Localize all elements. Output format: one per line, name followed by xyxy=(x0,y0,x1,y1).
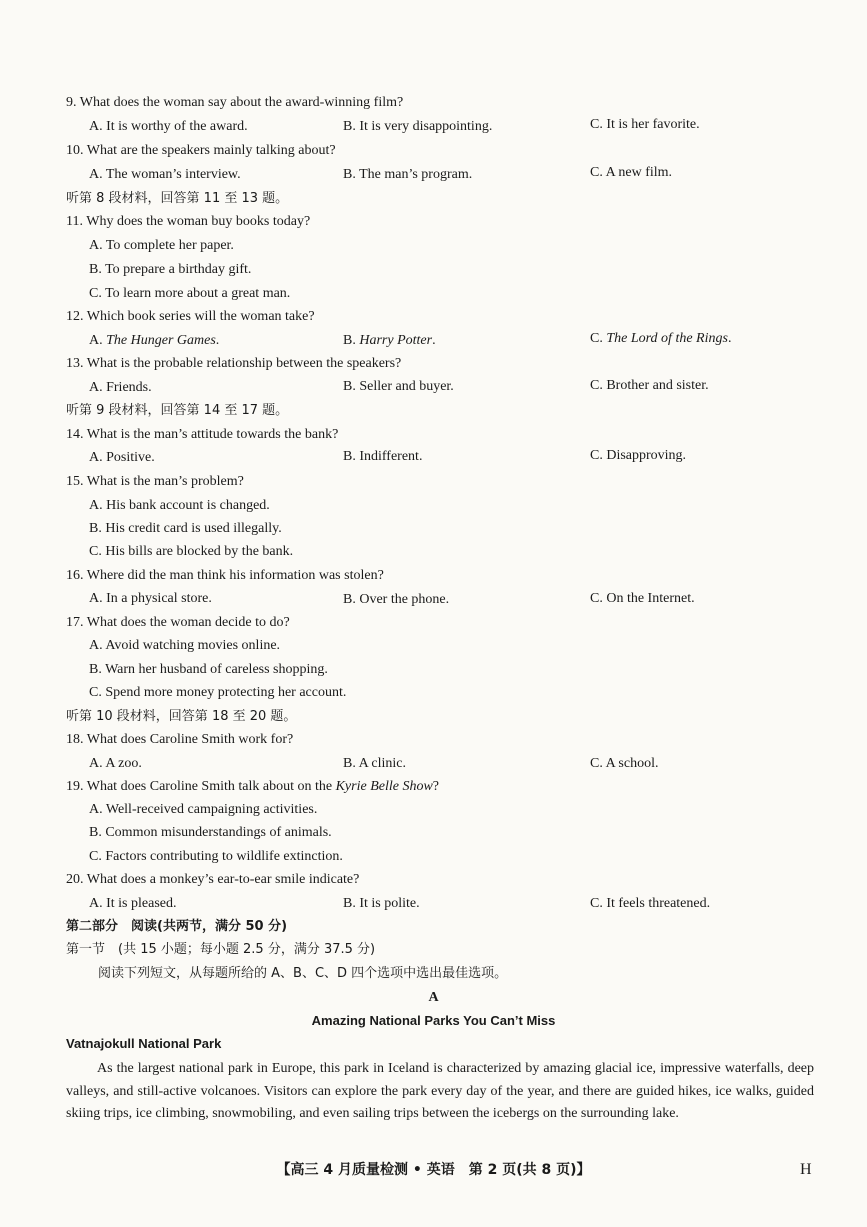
question-16: 16. Where did the man think his information was stolen? xyxy=(66,568,384,583)
option-13c: C. Brother and sister. xyxy=(590,378,709,393)
question-18: 18. What does Caroline Smith work for? xyxy=(66,732,294,747)
option-12a xyxy=(89,332,219,350)
option-17c: C. Spend more money protecting her account. xyxy=(89,685,347,700)
option-11c: C. To learn more about a great man. xyxy=(89,286,291,301)
option-13a: A. Friends. xyxy=(89,380,152,395)
question-12: 12. Which book series will the woman take? xyxy=(66,309,315,324)
option-10a: A. The woman’s interview. xyxy=(89,167,241,182)
option-14a: A. Positive. xyxy=(89,450,155,465)
option-11a: A. To complete her paper. xyxy=(89,238,234,253)
question-19-suffix: ? xyxy=(432,779,440,794)
option-15c: C. His bills are blocked by the bank. xyxy=(89,544,294,559)
option-11b: B. To prepare a birthday gift. xyxy=(89,262,252,277)
option-20b: B. It is polite. xyxy=(343,896,420,911)
option-12c-title: The Lord of the Rings xyxy=(606,331,728,346)
park-description: As the largest national park in Europe, this park in Iceland is characterized by amazing glacial ice, impressive waterfalls, deep valleys, and still-active volcanoes. Visitors can explore the park every day of the year, and there are guided hikes, ice walks, guided skiing trips, ice climbing, snowmobiling, and even sailing trips between the icebergs on the surrounding lake. xyxy=(66,1061,814,1121)
option-14b: B. Indifferent. xyxy=(343,449,423,464)
option-17b: B. Warn her husband of careless shopping. xyxy=(89,662,328,677)
option-16b: B. Over the phone. xyxy=(343,592,450,607)
question-13: 13. What is the probable relationship between the speakers? xyxy=(66,356,402,371)
option-10c: C. A new film. xyxy=(590,165,673,180)
option-12c xyxy=(590,330,731,348)
option-16a: A. In a physical store. xyxy=(89,591,212,606)
option-18a: A. A zoo. xyxy=(89,756,142,771)
section-heading-9: 听第 9 段材料，回答第 14 至 17 题。 xyxy=(66,403,289,418)
section-heading-8: 听第 8 段材料，回答第 11 至 13 题。 xyxy=(66,191,289,206)
option-12b-title: Harry Potter xyxy=(359,333,433,348)
question-15: 15. What is the man’s problem? xyxy=(66,474,244,489)
option-12b-suffix: . xyxy=(432,333,436,348)
paper-version-mark: H xyxy=(800,1161,812,1178)
page-footer: 【高三 4 月质量检测 • 英语 第 2 页(共 8 页)】 xyxy=(276,1162,591,1178)
option-19a: A. Well-received campaigning activities. xyxy=(89,802,318,817)
option-18c: C. A school. xyxy=(590,756,659,771)
option-10b: B. The man’s program. xyxy=(343,167,473,182)
option-16c: C. On the Internet. xyxy=(590,591,695,606)
option-9c: C. It is her favorite. xyxy=(590,117,700,132)
option-12a-prefix: A. xyxy=(89,333,107,348)
option-20a: A. It is pleased. xyxy=(89,896,177,911)
question-20: 20. What does a monkey’s ear-to-ear smile indicate? xyxy=(66,872,360,887)
option-9b: B. It is very disappointing. xyxy=(343,119,493,134)
park-name: Vatnajokull National Park xyxy=(66,1036,222,1051)
option-12b xyxy=(343,332,436,350)
option-15b: B. His credit card is used illegally. xyxy=(89,521,282,536)
option-12a-suffix: . xyxy=(215,333,220,348)
option-9a: A. It is worthy of the award. xyxy=(89,119,248,134)
question-19-prefix: 19. What does Caroline Smith talk about on the xyxy=(66,779,336,794)
question-14: 14. What is the man’s attitude towards the bank? xyxy=(66,427,339,442)
question-9: 9. What does the woman say about the award-winning film? xyxy=(66,95,404,110)
question-17: 17. What does the woman decide to do? xyxy=(66,615,290,630)
option-15a: A. His bank account is changed. xyxy=(89,498,270,513)
option-12c-prefix: C. xyxy=(590,331,607,346)
question-11: 11. Why does the woman buy books today? xyxy=(66,214,311,229)
option-12a-title: The Hunger Games xyxy=(106,333,216,348)
option-19c: C. Factors contributing to wildlife extinction. xyxy=(89,849,343,864)
option-18b: B. A clinic. xyxy=(343,756,406,771)
reading-instructions: 阅读下列短文，从每题所给的 A、B、C、D 四个选项中选出最佳选项。 xyxy=(98,966,508,981)
section-one-heading: 第一节 (共 15 小题；每小题 2.5 分，满分 37.5 分) xyxy=(66,942,376,957)
section-heading-10: 听第 10 段材料，回答第 18 至 20 题。 xyxy=(66,709,297,724)
option-20c: C. It feels threatened. xyxy=(590,896,711,911)
bleed-through xyxy=(600,560,603,575)
question-10: 10. What are the speakers mainly talking about? xyxy=(66,143,336,158)
option-12b-prefix: B. xyxy=(343,333,360,348)
part-two-heading: 第二部分 阅读(共两节，满分 50 分) xyxy=(66,919,288,934)
question-19 xyxy=(66,778,439,796)
question-19-title: Kyrie Belle Show xyxy=(335,779,433,794)
passage-title: Amazing National Parks You Can’t Miss xyxy=(311,1013,556,1028)
option-14c: C. Disapproving. xyxy=(590,448,687,463)
passage-letter: A xyxy=(428,990,439,1005)
option-17a: A. Avoid watching movies online. xyxy=(89,638,281,653)
option-19b: B. Common misunderstandings of animals. xyxy=(89,825,332,840)
option-12c-suffix: . xyxy=(727,331,732,346)
option-13b: B. Seller and buyer. xyxy=(343,379,454,394)
